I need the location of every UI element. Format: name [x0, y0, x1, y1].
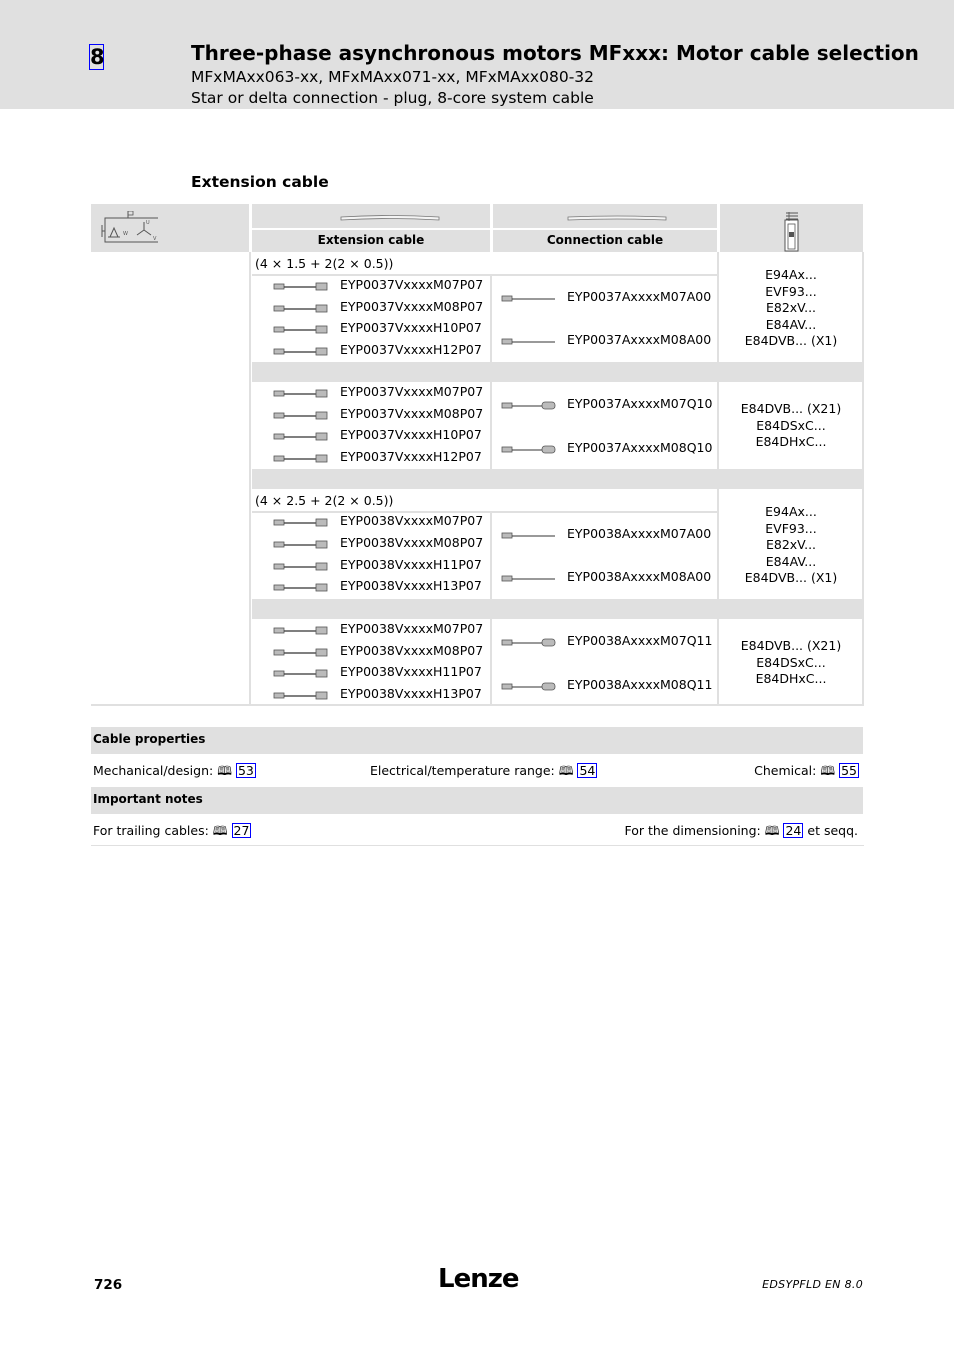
lenze-logo: Lenze	[438, 1264, 519, 1294]
mechanical-label: Mechanical/design:	[93, 763, 214, 778]
device-name: EVF93...	[765, 520, 817, 536]
extension-cable-code: EYP0037VxxxxH12P07	[340, 449, 482, 464]
device-name: E84AV...	[765, 553, 817, 569]
device-name: EVF93...	[765, 283, 817, 299]
svg-text:U: U	[146, 220, 150, 226]
grid-line	[252, 274, 718, 276]
dimensioning-ref	[624, 823, 858, 839]
page-link-mechanical[interactable]: 53	[237, 763, 254, 778]
connection-cable-code: EYP0038AxxxxM08A00	[567, 569, 712, 584]
important-notes-heading: Important notes	[93, 792, 203, 806]
device-name: E84DVB... (X1)	[744, 333, 838, 348]
device-name: E82xV...	[765, 537, 817, 552]
cable-icon	[273, 518, 328, 528]
section-title: Extension cable	[191, 173, 329, 191]
book-icon: 🕮	[558, 763, 574, 778]
cable-properties-header	[91, 727, 863, 754]
inverter-device-icon	[784, 212, 800, 252]
connection-cable-code: EYP0037AxxxxM08A00	[567, 332, 712, 347]
cable-icon	[273, 282, 328, 292]
cable-icon	[273, 347, 328, 357]
page-number: 726	[94, 1277, 123, 1293]
connection-cable-code: EYP0038AxxxxM08Q11	[567, 677, 713, 692]
electrical-label: Electrical/temperature range:	[370, 763, 555, 778]
device-name: E82xV...	[765, 300, 817, 315]
document-id: EDSYPFLD EN 8.0	[762, 1278, 863, 1291]
extension-cable-code: EYP0037VxxxxH10P07	[340, 427, 482, 442]
col-header-connection-cable: Connection cable	[493, 230, 717, 252]
extension-cable-icon-cell	[252, 204, 490, 228]
extension-cable-code: EYP0037VxxxxM07P07	[340, 277, 484, 292]
device-list	[720, 504, 862, 587]
page-title: Three-phase asynchronous motors MFxxx: Motor cable selection	[191, 41, 919, 65]
cable-icon	[273, 325, 328, 335]
device-name: E94Ax...	[765, 504, 817, 519]
cable-icon	[273, 540, 328, 550]
col-header-extension-cable: Extension cable	[252, 230, 490, 252]
cable-properties-heading: Cable properties	[93, 732, 206, 746]
group-separator	[252, 469, 863, 489]
cable-icon	[273, 626, 328, 636]
page-link-chemical[interactable]: 55	[841, 763, 857, 778]
cable-icon	[273, 454, 328, 464]
cable-icon	[273, 583, 328, 593]
cable-icon	[501, 445, 556, 455]
connection-cable-code: EYP0037AxxxxM07A00	[567, 289, 712, 304]
grid-line	[252, 511, 718, 513]
connection-cable-code: EYP0037AxxxxM07Q10	[567, 396, 713, 411]
extension-cable-icon	[340, 214, 440, 222]
extension-cable-code: EYP0038VxxxxH11P07	[340, 557, 482, 572]
device-name: E84DVB... (X1)	[744, 570, 838, 585]
extension-cable-code: EYP0037VxxxxM07P07	[340, 384, 484, 399]
device-list	[720, 401, 862, 451]
extension-cable-code: EYP0038VxxxxH11P07	[340, 664, 482, 679]
dimensioning-suffix: et seqq.	[807, 823, 858, 838]
extension-cable-code: EYP0038VxxxxM07P07	[340, 513, 484, 528]
page-subtitle-models: MFxMAxx063-xx, MFxMAxx071-xx, MFxMAxx080-32	[191, 68, 595, 86]
connection-cable-code: EYP0038AxxxxM07Q11	[567, 633, 713, 648]
grid-line	[490, 382, 492, 469]
group-separator	[252, 362, 863, 382]
cable-icon	[273, 389, 328, 399]
extension-cable-code: EYP0037VxxxxH12P07	[340, 342, 482, 357]
connection-cable-code: EYP0037AxxxxM08Q10	[567, 440, 713, 455]
device-name: E84DVB... (X21)	[740, 638, 842, 653]
connection-cable-icon	[567, 214, 667, 222]
device-name: E94Ax...	[765, 267, 817, 282]
cable-icon	[501, 574, 556, 584]
chemical-label: Chemical:	[754, 763, 817, 778]
device-name: E84DSxC...	[756, 654, 826, 670]
device-list	[720, 267, 862, 350]
device-name: E84DSxC...	[756, 417, 826, 433]
motor-icon	[98, 211, 158, 243]
chapter-number[interactable]: 8	[90, 45, 105, 69]
page-link-trailing[interactable]: 27	[233, 823, 250, 838]
extension-cable-code: EYP0037VxxxxM08P07	[340, 299, 484, 314]
cable-spec: (4 × 1.5 + 2(2 × 0.5))	[255, 256, 394, 271]
connection-cable-code: EYP0038AxxxxM07A00	[567, 526, 712, 541]
page-subtitle-connection: Star or delta connection - plug, 8-core system cable	[191, 89, 594, 107]
device-name: E84DVB... (X21)	[740, 401, 842, 416]
extension-cable-code: EYP0038VxxxxH13P07	[340, 686, 482, 701]
group-separator	[252, 599, 863, 619]
book-icon: 🕮	[217, 763, 232, 778]
mechanical-design-ref	[93, 763, 256, 779]
cable-icon	[273, 432, 328, 442]
svg-text:V: V	[153, 236, 157, 242]
grid-line	[91, 704, 864, 706]
cable-icon	[273, 669, 328, 679]
device-list	[720, 638, 862, 688]
dimensioning-label: For the dimensioning:	[624, 823, 761, 838]
trailing-cables-ref	[93, 823, 251, 839]
electrical-temperature-ref	[370, 763, 597, 779]
device-name: E84DHxC...	[755, 671, 827, 686]
cable-spec: (4 × 2.5 + 2(2 × 0.5))	[255, 493, 394, 508]
grid-line	[249, 252, 251, 705]
cable-icon	[501, 638, 556, 648]
connection-cable-icon-cell	[493, 204, 717, 228]
book-icon: 🕮	[212, 823, 228, 838]
extension-cable-code: EYP0037VxxxxH10P07	[340, 320, 482, 335]
cable-icon	[501, 294, 556, 304]
device-header-cell	[720, 204, 863, 252]
cable-icon	[273, 562, 328, 572]
grid-line	[490, 274, 492, 362]
trailing-label: For trailing cables:	[93, 823, 209, 838]
cable-icon	[501, 401, 556, 411]
extension-cable-code: EYP0037VxxxxM08P07	[340, 406, 484, 421]
cable-icon	[501, 682, 556, 692]
page-link-dimensioning[interactable]: 24	[785, 823, 802, 838]
cable-icon	[501, 337, 556, 347]
cable-icon	[501, 531, 556, 541]
book-icon: 🕮	[820, 763, 836, 778]
cable-icon	[273, 304, 328, 314]
cable-icon	[273, 648, 328, 658]
device-name: E84AV...	[765, 316, 817, 332]
chemical-ref	[754, 763, 859, 779]
extension-cable-code: EYP0038VxxxxH13P07	[340, 578, 482, 593]
device-name: E84DHxC...	[755, 434, 827, 449]
svg-text:W: W	[123, 231, 128, 237]
cable-icon	[273, 691, 328, 701]
divider	[91, 845, 864, 846]
extension-cable-code: EYP0038VxxxxM08P07	[340, 643, 484, 658]
motor-header-cell	[91, 204, 249, 252]
important-notes-header	[91, 787, 863, 814]
grid-line	[490, 619, 492, 705]
book-icon: 🕮	[764, 823, 780, 838]
page-link-electrical[interactable]: 54	[579, 763, 596, 778]
extension-cable-code: EYP0038VxxxxM07P07	[340, 621, 484, 636]
cable-icon	[273, 411, 328, 421]
grid-line	[490, 511, 492, 599]
extension-cable-code: EYP0038VxxxxM08P07	[340, 535, 484, 550]
